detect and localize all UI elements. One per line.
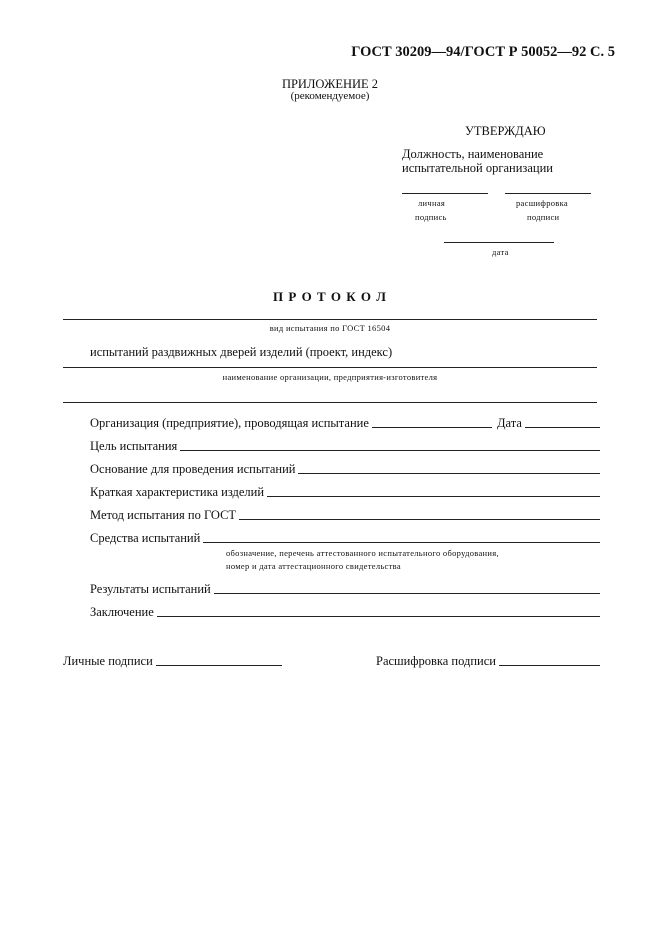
approval-position-line1: Должность, наименование xyxy=(402,147,544,161)
basis-row xyxy=(90,462,600,477)
organization-row xyxy=(90,416,492,431)
method-row xyxy=(90,508,600,523)
organization-label: Организация (предприятие), проводящая испытание xyxy=(90,416,369,430)
personal-signature-caption-1: личная xyxy=(418,198,446,208)
signature-decoding-caption-2: подписи xyxy=(527,212,560,222)
method-field[interactable] xyxy=(239,518,600,520)
means-caption-2: номер и дата аттестационного свидетельства xyxy=(226,561,401,571)
basis-field[interactable] xyxy=(298,472,600,474)
approval-date-line[interactable] xyxy=(444,242,554,243)
means-label: Средства испытаний xyxy=(90,531,201,545)
signature-decoding-line[interactable] xyxy=(505,193,591,194)
characteristics-label: Краткая характеристика изделий xyxy=(90,485,265,499)
results-field[interactable] xyxy=(214,592,600,594)
personal-signatures-label: Личные подписи xyxy=(63,654,153,668)
approval-position-line2: испытательной организации xyxy=(402,161,553,175)
characteristics-row xyxy=(90,485,600,500)
approval-date-caption: дата xyxy=(492,247,509,257)
date-row xyxy=(497,416,600,431)
signature-decoding-field[interactable] xyxy=(499,664,600,666)
purpose-field[interactable] xyxy=(180,449,600,451)
appendix-note: (рекомендуемое) xyxy=(290,90,370,102)
personal-signature-line[interactable] xyxy=(402,193,488,194)
means-row xyxy=(90,531,600,546)
personal-signature-caption-2: подпись xyxy=(415,212,447,222)
protocol-title: П Р О Т О К О Л xyxy=(273,289,387,304)
purpose-label: Цель испытания xyxy=(90,439,178,453)
protocol-subject: испытаний раздвижных дверей изделий (проект, индекс) xyxy=(90,345,393,359)
manufacturer-caption: наименование организации, предприятия-изготовителя xyxy=(222,372,438,382)
organization-field[interactable] xyxy=(372,426,492,428)
purpose-row xyxy=(90,439,600,454)
date-label: Дата xyxy=(497,416,522,430)
personal-signatures-field[interactable] xyxy=(156,664,282,666)
basis-label: Основание для проведения испытаний xyxy=(90,462,296,476)
signature-decoding-row xyxy=(376,654,600,669)
conclusion-row xyxy=(90,605,600,620)
signature-decoding-caption-1: расшифровка xyxy=(516,198,568,208)
conclusion-field[interactable] xyxy=(157,615,600,617)
signature-decoding-label: Расшифровка подписи xyxy=(376,654,496,668)
conclusion-label: Заключение xyxy=(90,605,154,619)
manufacturer-line-2[interactable] xyxy=(63,402,597,403)
means-caption-1: обозначение, перечень аттестованного испытательного оборудования, xyxy=(226,548,499,558)
results-label: Результаты испытаний xyxy=(90,582,211,596)
appendix-label: ПРИЛОЖЕНИЕ 2 xyxy=(281,77,379,91)
test-type-line[interactable] xyxy=(63,319,597,320)
approval-title: УТВЕРЖДАЮ xyxy=(465,124,546,138)
page-header: ГОСТ 30209—94/ГОСТ Р 50052—92 С. 5 xyxy=(351,44,615,60)
characteristics-field[interactable] xyxy=(267,495,600,497)
manufacturer-line[interactable] xyxy=(63,367,597,368)
results-row xyxy=(90,582,600,597)
means-field[interactable] xyxy=(203,541,600,543)
date-field[interactable] xyxy=(525,426,600,428)
personal-signatures-row xyxy=(63,654,282,669)
test-type-caption: вид испытания по ГОСТ 16504 xyxy=(269,323,391,333)
method-label: Метод испытания по ГОСТ xyxy=(90,508,237,522)
